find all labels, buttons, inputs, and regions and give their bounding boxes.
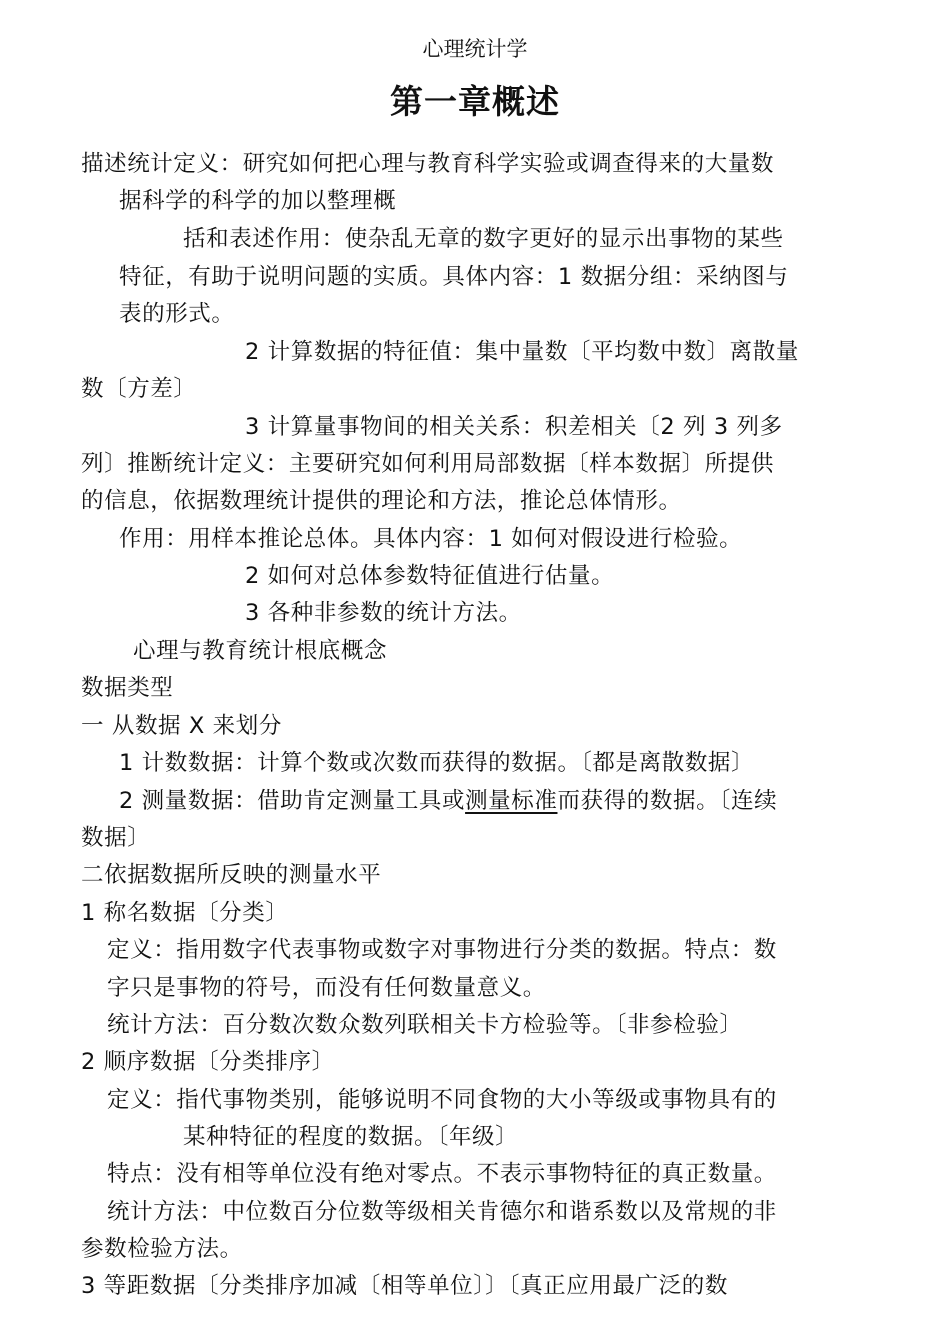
text-line: 2 如何对总体参数特征值进行估量。 bbox=[245, 563, 615, 589]
text-line: 数〔方差〕 bbox=[81, 376, 197, 402]
text-line: 1 计数数据：计算个数或次数而获得的数据。〔都是离散数据〕 bbox=[119, 750, 755, 776]
text-line: 3 计算量事物间的相关关系：积差相关〔2 列 3 列多 bbox=[245, 414, 783, 440]
text-line: 的信息，依据数理统计提供的理论和方法，推论总体情形。 bbox=[81, 488, 682, 514]
text-line: 据科学的科学的加以整理概 bbox=[119, 188, 397, 214]
text-line: 3 各种非参数的统计方法。 bbox=[245, 600, 522, 626]
text-line: 描述统计定义：研究如何把心理与教育科学实验或调查得来的大量数 bbox=[81, 151, 775, 177]
text-line bbox=[119, 785, 777, 817]
text-segment: 2 测量数据：借助肯定测量工具或 bbox=[119, 788, 466, 814]
text-line: 特点：没有相等单位没有绝对零点。不表示事物特征的真正数量。 bbox=[107, 1161, 777, 1187]
text-line: 作用：用样本推论总体。具体内容：1 如何对假设进行检验。 bbox=[119, 526, 743, 552]
text-line: 特征，有助于说明问题的实质。具体内容：1 数据分组：采纳图与 bbox=[119, 264, 789, 290]
section-heading: 心理与教育统计根底概念 bbox=[133, 638, 388, 664]
text-line: 参数检验方法。 bbox=[81, 1236, 243, 1262]
text-line: 定义：指代事物类别，能够说明不同食物的大小等级或事物具有的 bbox=[107, 1087, 777, 1113]
text-line: 统计方法：百分数次数众数列联相关卡方检验等。〔非参检验〕 bbox=[107, 1012, 743, 1038]
text-line: 数据〕 bbox=[81, 825, 151, 851]
text-line: 1 称名数据〔分类〕 bbox=[81, 900, 289, 926]
text-line: 定义：指用数字代表事物或数字对事物进行分类的数据。特点：数 bbox=[107, 937, 777, 963]
text-line: 2 顺序数据〔分类排序〕 bbox=[81, 1049, 335, 1075]
text-line: 表的形式。 bbox=[119, 301, 235, 327]
text-line: 一 从数据 X 来划分 bbox=[81, 713, 282, 739]
document-subtitle: 心理统计学 bbox=[422, 37, 528, 61]
section-heading: 数据类型 bbox=[81, 675, 174, 701]
text-line: 3 等距数据〔分类排序加减〔相等单位〕〕〔真正应用最广泛的数 bbox=[81, 1273, 728, 1299]
text-segment: 而获得的数据。〔连续 bbox=[557, 788, 778, 814]
text-line: 列〕推断统计定义：主要研究如何利用局部数据〔样本数据〕所提供 bbox=[81, 451, 775, 477]
text-line: 括和表述作用：使杂乱无章的数字更好的显示出事物的某些 bbox=[183, 226, 784, 252]
text-line: 统计方法：中位数百分位数等级相关肯德尔和谐系数以及常规的非 bbox=[107, 1199, 777, 1225]
text-line: 二依据数据所反映的测量水平 bbox=[81, 862, 382, 888]
text-line: 字只是事物的符号，而没有任何数量意义。 bbox=[107, 975, 546, 1001]
underlined-term: 测量标准 bbox=[465, 788, 558, 814]
text-line: 2 计算数据的特征值：集中量数〔平均数中数〕离散量 bbox=[245, 339, 799, 365]
chapter-title: 第一章概述 bbox=[390, 82, 560, 121]
text-line: 某种特征的程度的数据。〔年级〕 bbox=[183, 1124, 519, 1150]
